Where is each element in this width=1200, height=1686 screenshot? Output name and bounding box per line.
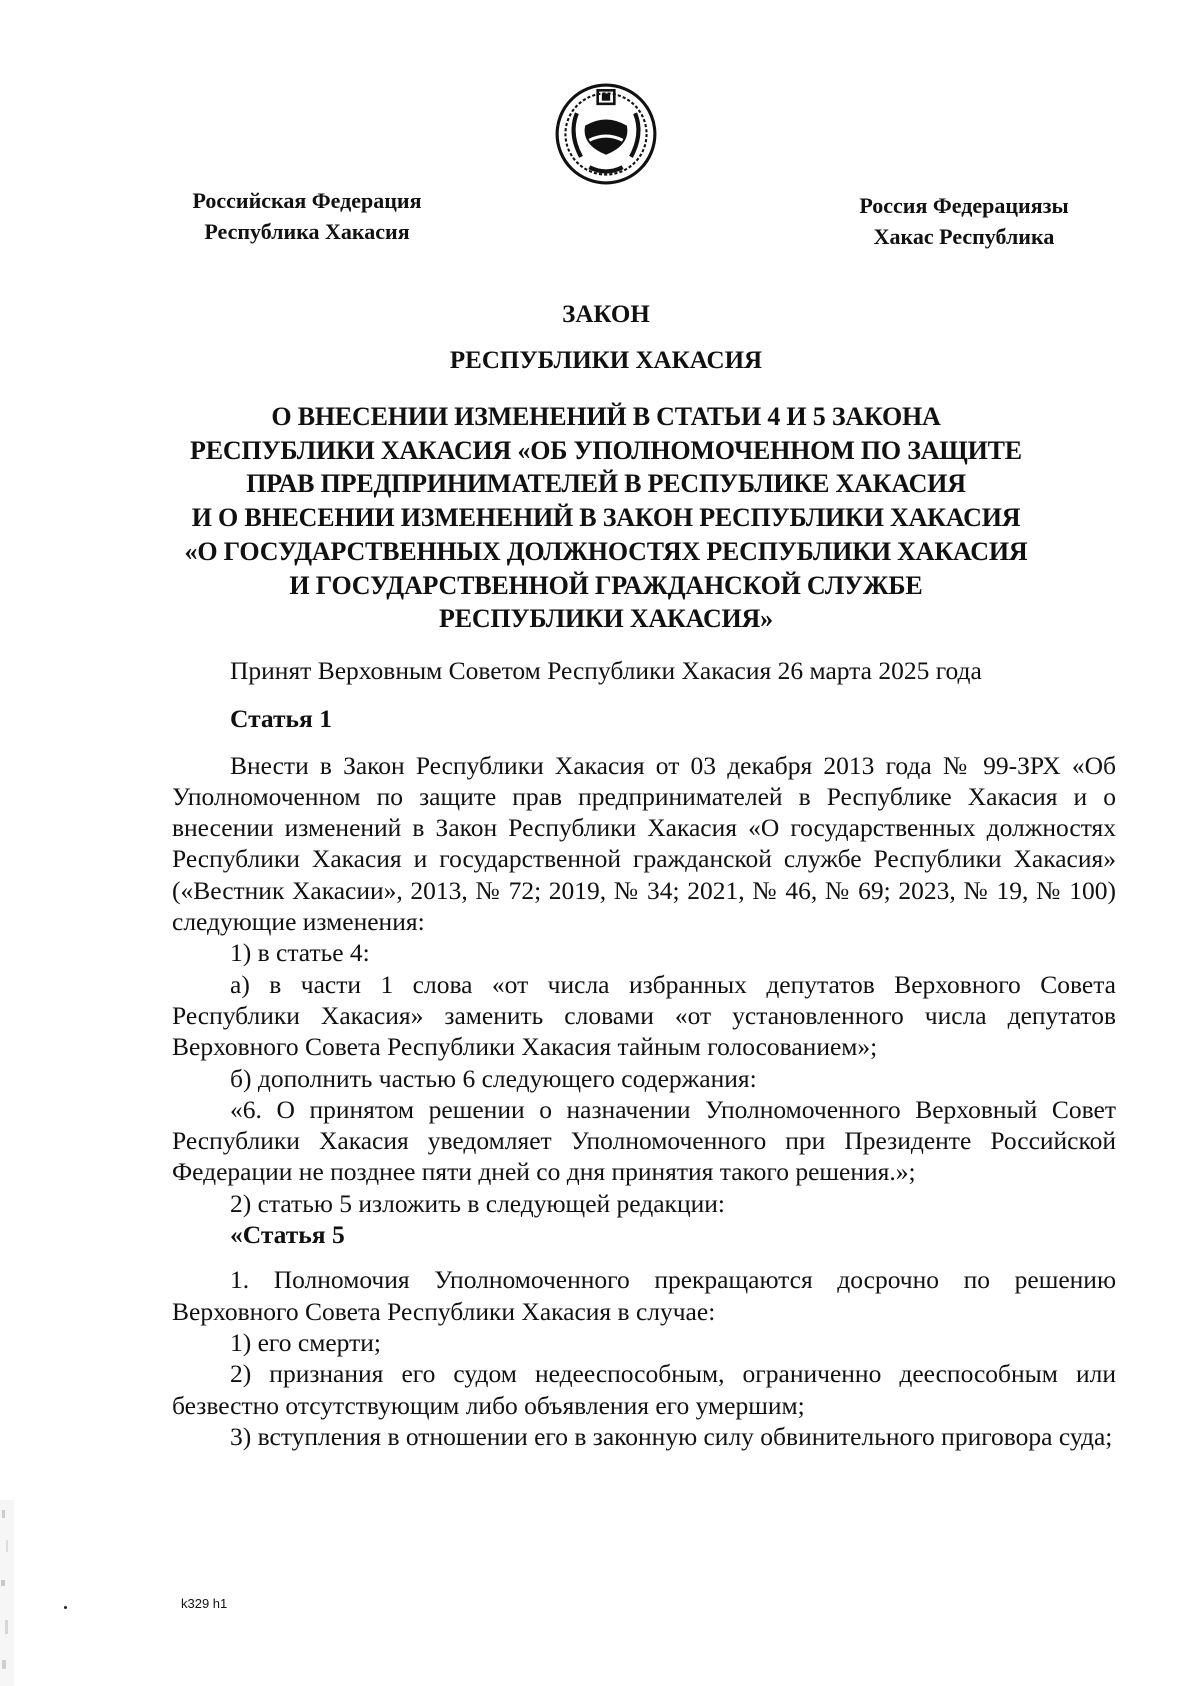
law-body <box>172 655 1116 1452</box>
scan-speck <box>64 1606 67 1609</box>
header-left-line2: Республика Хакасия <box>204 219 410 244</box>
subject-line: РЕСПУБЛИКИ ХАКАСИЯ «ОБ УПОЛНОМОЧЕННОМ ПО ЗАЩИТЕ <box>190 435 1022 465</box>
subject-line: И ГОСУДАРСТВЕННОЙ ГРАЖДАНСКОЙ СЛУЖБЕ <box>289 570 923 600</box>
article-5-heading: «Статья 5 <box>230 1220 345 1250</box>
intro-paragraph: Внести в Закон Республики Хакасия от 03 декабря 2013 года № 99-ЗРХ «Об Уполномоченном по защите прав предпринимателей в Республике Хакасия и о внесении изменений в Закон Республики Хакасия «О государственных должностях Республики Хакасия и государственной гражданской службе Республики Хакасия» («Вестник Хакасии», 2013, № 72; 2019, № 34; 2021, № 46, № 69; 2023, № 19, № 100) следующие изменения: <box>172 750 1116 937</box>
law-title-line2: РЕСПУБЛИКИ ХАКАСИЯ <box>449 347 763 374</box>
article-5-part-1: 1. Полномочия Уполномоченного прекращаются досрочно по решению Верховного Совета Республики Хакасия в случае: <box>172 1265 1116 1326</box>
law-title <box>172 292 1040 384</box>
header-right-line1: Россия Федерациязы <box>859 193 1069 218</box>
article-5-item-1: 1) его смерти; <box>230 1327 381 1357</box>
header-right <box>844 190 1084 252</box>
adoption-note: Принят Верховным Советом Республики Хакасия 26 марта 2025 года <box>230 656 982 685</box>
article-5-item-3: 3) вступления в отношении его в законную силу обвинительного приговора суда; <box>230 1421 1113 1451</box>
item-1b: б) дополнить частью 6 следующего содержания: <box>230 1063 757 1093</box>
article-1-heading: Статья 1 <box>230 704 332 734</box>
coat-of-arms-icon <box>554 82 658 186</box>
item-2: 2) статью 5 изложить в следующей редакции: <box>230 1188 725 1218</box>
item-1: 1) в статье 4: <box>230 938 370 968</box>
subject-line: И О ВНЕСЕНИИ ИЗМЕНЕНИЙ В ЗАКОН РЕСПУБЛИКИ ХАКАСИЯ <box>191 503 1021 533</box>
item-1a: а) в части 1 слова «от числа избранных депутатов Верховного Совета Республики Хакасия» заменить словами «от установленного числа депутатов Верховного Совета Республики Хакасия тайным голосованием»; <box>172 969 1116 1062</box>
item-1b-text: «6. О принятом решении о назначении Уполномоченного Верховный Совет Республики Хакасия уведомляет Уполномоченного при Президенте Российской Федерации не позднее пяти дней со дня принятия такого решения.»; <box>172 1094 1116 1187</box>
subject-line: РЕСПУБЛИКИ ХАКАСИЯ» <box>439 604 773 634</box>
subject-line: ПРАВ ПРЕДПРИНИМАТЕЛЕЙ В РЕСПУБЛИКЕ ХАКАСИЯ <box>246 469 966 499</box>
article-5-item-2: 2) признания его судом недееспособным, ограниченно дееспособным или безвестно отсутствующим либо объявления его умершим; <box>172 1359 1116 1420</box>
subject-line: О ВНЕСЕНИИ ИЗМЕНЕНИЙ В СТАТЬИ 4 И 5 ЗАКОНА <box>271 402 941 431</box>
law-subject <box>172 400 1040 636</box>
header-left <box>172 185 442 247</box>
header-right-line2: Хакас Республика <box>873 224 1055 249</box>
scan-edge-noise <box>0 1500 14 1686</box>
header-left-line1: Российская Федерация <box>192 188 422 213</box>
subject-line: «О ГОСУДАРСТВЕННЫХ ДОЛЖНОСТЯХ РЕСПУБЛИКИ ХАКАСИЯ <box>184 536 1028 566</box>
law-title-line1: ЗАКОН <box>562 301 650 328</box>
document-code: k329 h1 <box>181 1596 228 1611</box>
